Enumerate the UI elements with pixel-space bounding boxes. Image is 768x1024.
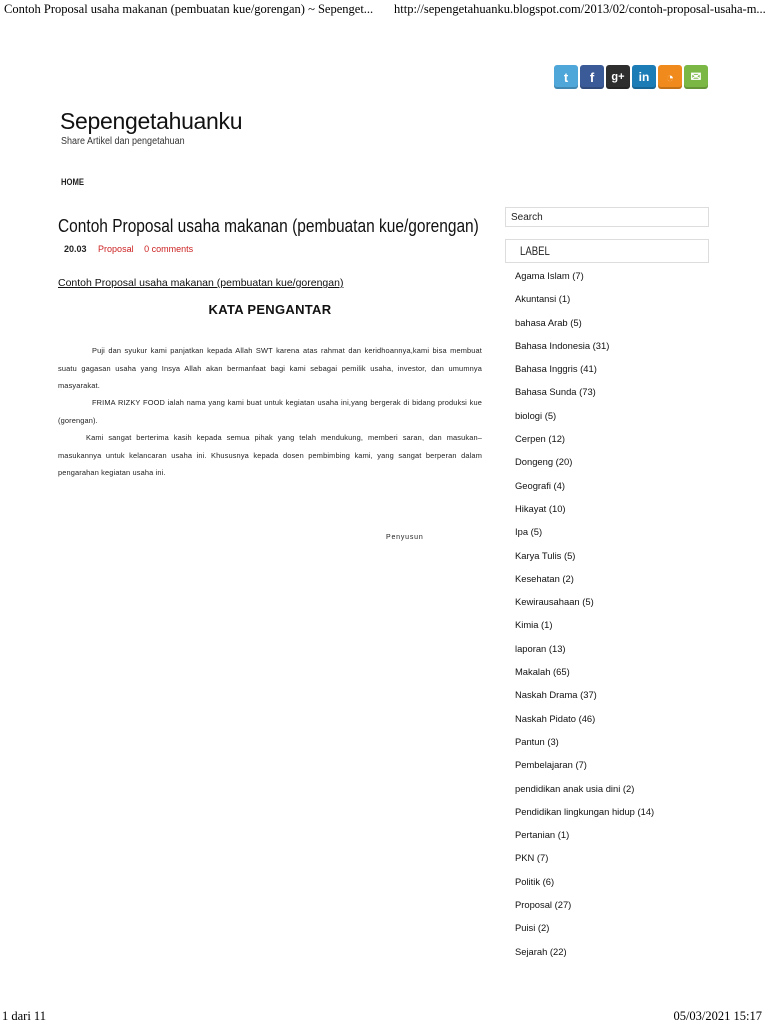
post-time[interactable]: 20.03 xyxy=(64,244,87,254)
mail-icon[interactable]: ✉ xyxy=(684,65,708,89)
print-page-number: 1 dari 11 xyxy=(2,1009,46,1023)
label-link[interactable]: pendidikan anak usia dini (2) xyxy=(515,782,635,794)
label-link[interactable]: Agama Islam (7) xyxy=(515,270,584,281)
label-widget-heading xyxy=(505,239,709,263)
label-link[interactable]: Kewirausahaan (5) xyxy=(515,596,594,608)
label-link[interactable]: Pertanian (1) xyxy=(515,829,570,841)
label-link[interactable]: Bahasa Sunda (73) xyxy=(515,386,596,398)
post-heading: KATA PENGANTAR xyxy=(208,302,332,317)
rss-icon[interactable]: ◔ xyxy=(658,65,682,89)
label-link[interactable]: Politik (6) xyxy=(515,875,555,887)
label-link[interactable]: Proposal (27) xyxy=(515,899,572,911)
search-input[interactable]: Search xyxy=(505,207,709,227)
post-paragraph: FRIMA RIZKY FOOD ialah nama yang kami buat untuk kegiatan usaha ini,yang bergerak di bidang produksi kue (gorengan). xyxy=(58,398,482,425)
print-datetime: 05/03/2021 15:17 xyxy=(673,1009,762,1023)
label-link[interactable]: Pantun (3) xyxy=(515,735,559,747)
label-link[interactable]: Geografi (4) xyxy=(515,479,566,491)
label-link[interactable]: Makalah (65) xyxy=(515,666,570,678)
label-list xyxy=(515,270,654,969)
twitter-icon[interactable]: t xyxy=(554,65,578,89)
post-paragraph: Kami sangat berterima kasih kepada semua pihak yang telah mendukung, memberi saran, dan masukan–masukannya untuk kelancaran usaha ini. Khususnya kepada dosen pembimbing kami, yang sangat berperan dalam pengarahan kegiatan usaha ini. xyxy=(58,433,482,477)
label-link[interactable]: Puisi (2) xyxy=(515,922,550,934)
nav-home-link[interactable]: HOME xyxy=(61,177,84,187)
blog-description: Share Artikel dan pengetahuan xyxy=(61,136,185,147)
post-signature: Penyusun xyxy=(386,534,424,541)
label-link[interactable]: Akuntansi (1) xyxy=(515,293,571,305)
label-link[interactable]: biologi (5) xyxy=(515,409,557,421)
post-comments-link[interactable]: 0 comments xyxy=(144,244,194,254)
post-title[interactable]: Contoh Proposal usaha makanan (pembuatan kue/gorengan) xyxy=(58,216,479,236)
label-link[interactable]: Dongeng (20) xyxy=(515,456,573,468)
label-link[interactable]: Bahasa Inggris (41) xyxy=(515,363,597,375)
post-body-link[interactable]: Contoh Proposal usaha makanan (pembuatan kue/gorengan) xyxy=(58,277,344,289)
google-plus-icon[interactable]: g+ xyxy=(606,65,630,89)
post-meta xyxy=(64,244,193,254)
social-share-bar xyxy=(554,65,708,89)
facebook-icon[interactable]: f xyxy=(580,65,604,89)
print-page-url: http://sepengetahuanku.blogspot.com/2013/02/contoh-proposal-usaha-m... xyxy=(394,2,766,16)
linkedin-icon[interactable]: in xyxy=(632,65,656,89)
label-link[interactable]: Hikayat (10) xyxy=(515,502,566,514)
label-link[interactable]: Ipa (5) xyxy=(515,526,543,538)
post-paragraph: Puji dan syukur kami panjatkan kepada Allah SWT karena atas rahmat dan keridhoannya,kami bisa membuat suatu gagasan usaha yang Insya Allah akan bermanfaat bagi kami sebagai pemilik usaha, investor, dan umumnya masyarakat. xyxy=(58,346,482,390)
label-link[interactable]: Naskah Drama (37) xyxy=(515,689,597,701)
label-link[interactable]: Cerpen (12) xyxy=(515,433,566,445)
print-footer xyxy=(0,1008,768,1024)
label-heading-text: LABEL xyxy=(520,244,550,258)
label-link[interactable]: Kesehatan (2) xyxy=(515,572,574,584)
label-link[interactable]: PKN (7) xyxy=(515,852,549,864)
label-link[interactable]: laporan (13) xyxy=(515,642,566,654)
blog-title[interactable]: Sepengetahuanku xyxy=(60,108,243,134)
post-label-link[interactable]: Proposal xyxy=(98,244,134,254)
label-link[interactable]: Pendidikan lingkungan hidup (14) xyxy=(515,805,655,817)
label-link[interactable]: Pembelajaran (7) xyxy=(515,759,587,771)
label-link[interactable]: Naskah Pidato (46) xyxy=(515,712,596,724)
print-page-title: Contoh Proposal usaha makanan (pembuatan kue/gorengan) ~ Sepenget... xyxy=(4,2,374,16)
label-link[interactable]: Sejarah (22) xyxy=(515,945,567,957)
print-header xyxy=(0,0,768,18)
label-link[interactable]: Kimia (1) xyxy=(515,619,553,631)
label-link[interactable]: bahasa Arab (5) xyxy=(515,316,582,328)
label-link[interactable]: Karya Tulis (5) xyxy=(515,549,576,561)
label-link[interactable]: Bahasa Indonesia (31) xyxy=(515,339,610,351)
